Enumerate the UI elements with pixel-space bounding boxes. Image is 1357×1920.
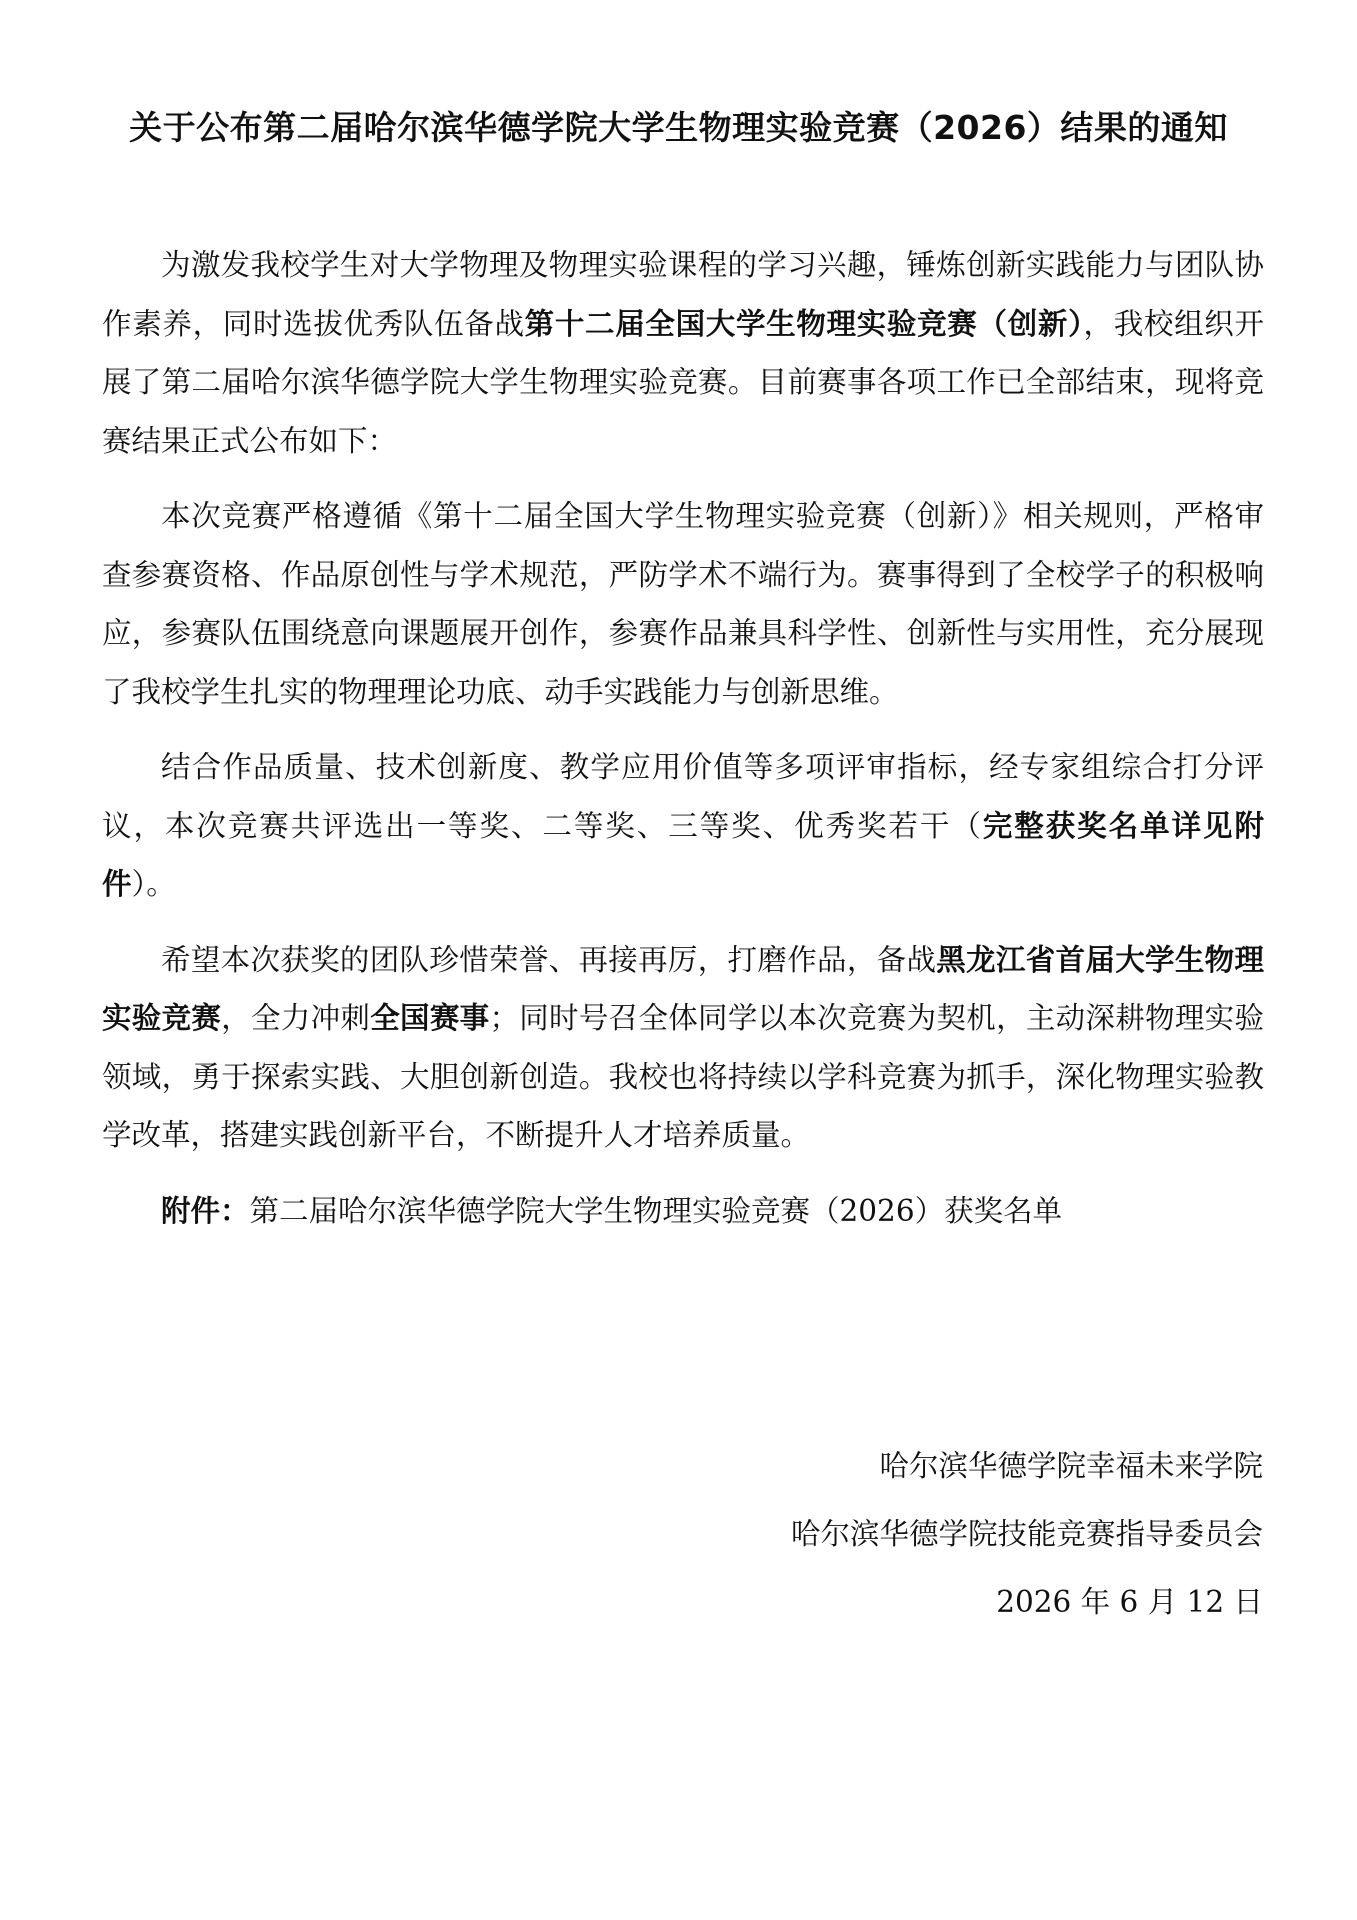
paragraph-awards-text-a: 结合作品质量、技术创新度、教学应用价值等多项评审指标，经专家组综合打分评议，本次竞赛共评选出一等奖、二等奖、三等奖、优秀奖若干（ — [102, 750, 1264, 843]
paragraph-hopes-text-a: 希望本次获奖的团队珍惜荣誉、再接再厉，打磨作品，备战 — [161, 942, 937, 977]
attachment-title: 第二届哈尔滨华德学院大学生物理实验竞赛（2026）获奖名单 — [249, 1193, 1063, 1228]
signature-org-1: 哈尔滨华德学院幸福未来学院 — [879, 1449, 1263, 1483]
paragraph-intro-bold-competition: 第十二届全国大学生物理实验竞赛（创新） — [524, 306, 1084, 341]
paragraph-hopes — [102, 931, 1264, 1165]
notice-body — [102, 236, 1264, 1257]
paragraph-hopes-bold-national: 全国赛事 — [370, 1001, 490, 1035]
signature-date: 2026 年 6 月 12 日 — [996, 1585, 1263, 1619]
paragraph-hopes-text-c: ，全力冲刺 — [221, 1001, 371, 1035]
paragraph-hopes-text-e: ；同时号召全体同学以本次竞赛为契机，主动深耕物理实验领域，勇于探索实践、大胆创新创造。我校也将持续以学科竞赛为抓手，深化物理实验教学改革，搭建实践创新平台，不断提升人才培养质量。 — [102, 1001, 1264, 1152]
paragraph-intro-text-a: 为激发我校学生对大学物理及物理实验课程的学习兴趣，锤炼创新实践能力与团队协作素养，同时选拔优秀队伍备战 — [102, 248, 1264, 341]
paragraph-rules: 本次竞赛严格遵循《第十二届全国大学生物理实验竞赛（创新）》相关规则，严格审查参赛资格、作品原创性与学术规范，严防学术不端行为。赛事得到了全校学子的积极响应，参赛队伍围绕意向课题展开创作，参赛作品兼具科学性、创新性与实用性，充分展现了我校学生扎实的物理理论功底、动手实践能力与创新思维。 — [102, 499, 1264, 709]
attachment-line — [102, 1182, 1264, 1241]
paragraph-awards — [102, 738, 1264, 914]
attachment-label: 附件： — [161, 1193, 250, 1228]
signature-org-2: 哈尔滨华德学院技能竞赛指导委员会 — [790, 1517, 1263, 1551]
paragraph-awards-text-c: ）。 — [131, 867, 176, 901]
paragraph-hopes-bold-provincial: 黑龙江省首届大学生物理实验竞赛 — [102, 942, 1264, 1035]
notice-title: 关于公布第二届哈尔滨华德学院大学生物理实验竞赛（2026）结果的通知 — [129, 108, 1228, 147]
signature-block — [791, 1432, 1263, 1636]
paragraph-intro — [102, 236, 1264, 470]
paragraph-awards-bold-attachment-note: 完整获奖名单详见附件 — [102, 808, 1264, 901]
paragraph-intro-text-c: ，我校组织开展了第二届哈尔滨华德学院大学生物理实验竞赛。目前赛事各项工作已全部结束，现将竞赛结果正式公布如下： — [102, 306, 1264, 458]
